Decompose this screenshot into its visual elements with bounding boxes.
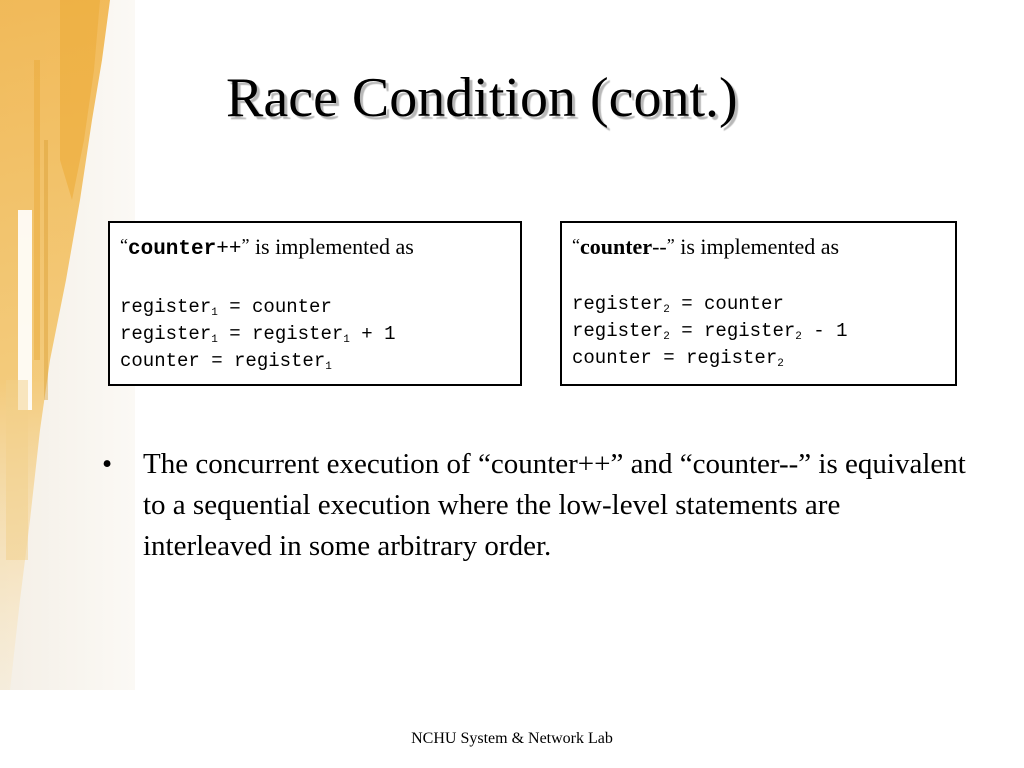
decrement-heading xyxy=(572,231,945,261)
counter-increment-box xyxy=(108,221,522,386)
code-line: register$_2$ = counter xyxy=(572,293,784,316)
code-line: register$_1$ = counter xyxy=(120,296,332,319)
close-quote: ” xyxy=(241,235,250,255)
bullet-text: The concurrent execution of “counter++” and “counter--” is equivalent to a sequential execution where the low-level statements are interleaved in some arbitrary order. xyxy=(143,448,966,562)
operator: -- xyxy=(652,234,667,259)
heading-suffix: is implemented as xyxy=(249,234,414,259)
code-line: register$_1$ = register$_1$ + 1 xyxy=(120,323,396,346)
decrement-code-block xyxy=(572,291,945,372)
open-quote: “ xyxy=(572,235,580,255)
code-word: counter xyxy=(128,238,217,261)
footer-text: NCHU System & Network Lab xyxy=(411,730,613,747)
slide-title: Race Condition (cont.) xyxy=(226,67,738,129)
code-line: register$_2$ = register$_2$ - 1 xyxy=(572,320,848,343)
increment-code-block xyxy=(120,294,510,375)
close-quote: ” xyxy=(666,235,675,255)
counter-decrement-box xyxy=(560,221,957,386)
heading-suffix: is implemented as xyxy=(674,234,840,259)
code-line: counter = register$_1$ xyxy=(120,350,332,373)
open-quote: “ xyxy=(120,235,128,255)
bullet-marker: • xyxy=(102,448,113,480)
code-line: counter = register$_2$ xyxy=(572,347,784,370)
operator: ++ xyxy=(216,238,242,261)
bullet-point xyxy=(102,444,972,567)
code-word: counter xyxy=(580,234,653,259)
increment-heading xyxy=(120,231,510,264)
